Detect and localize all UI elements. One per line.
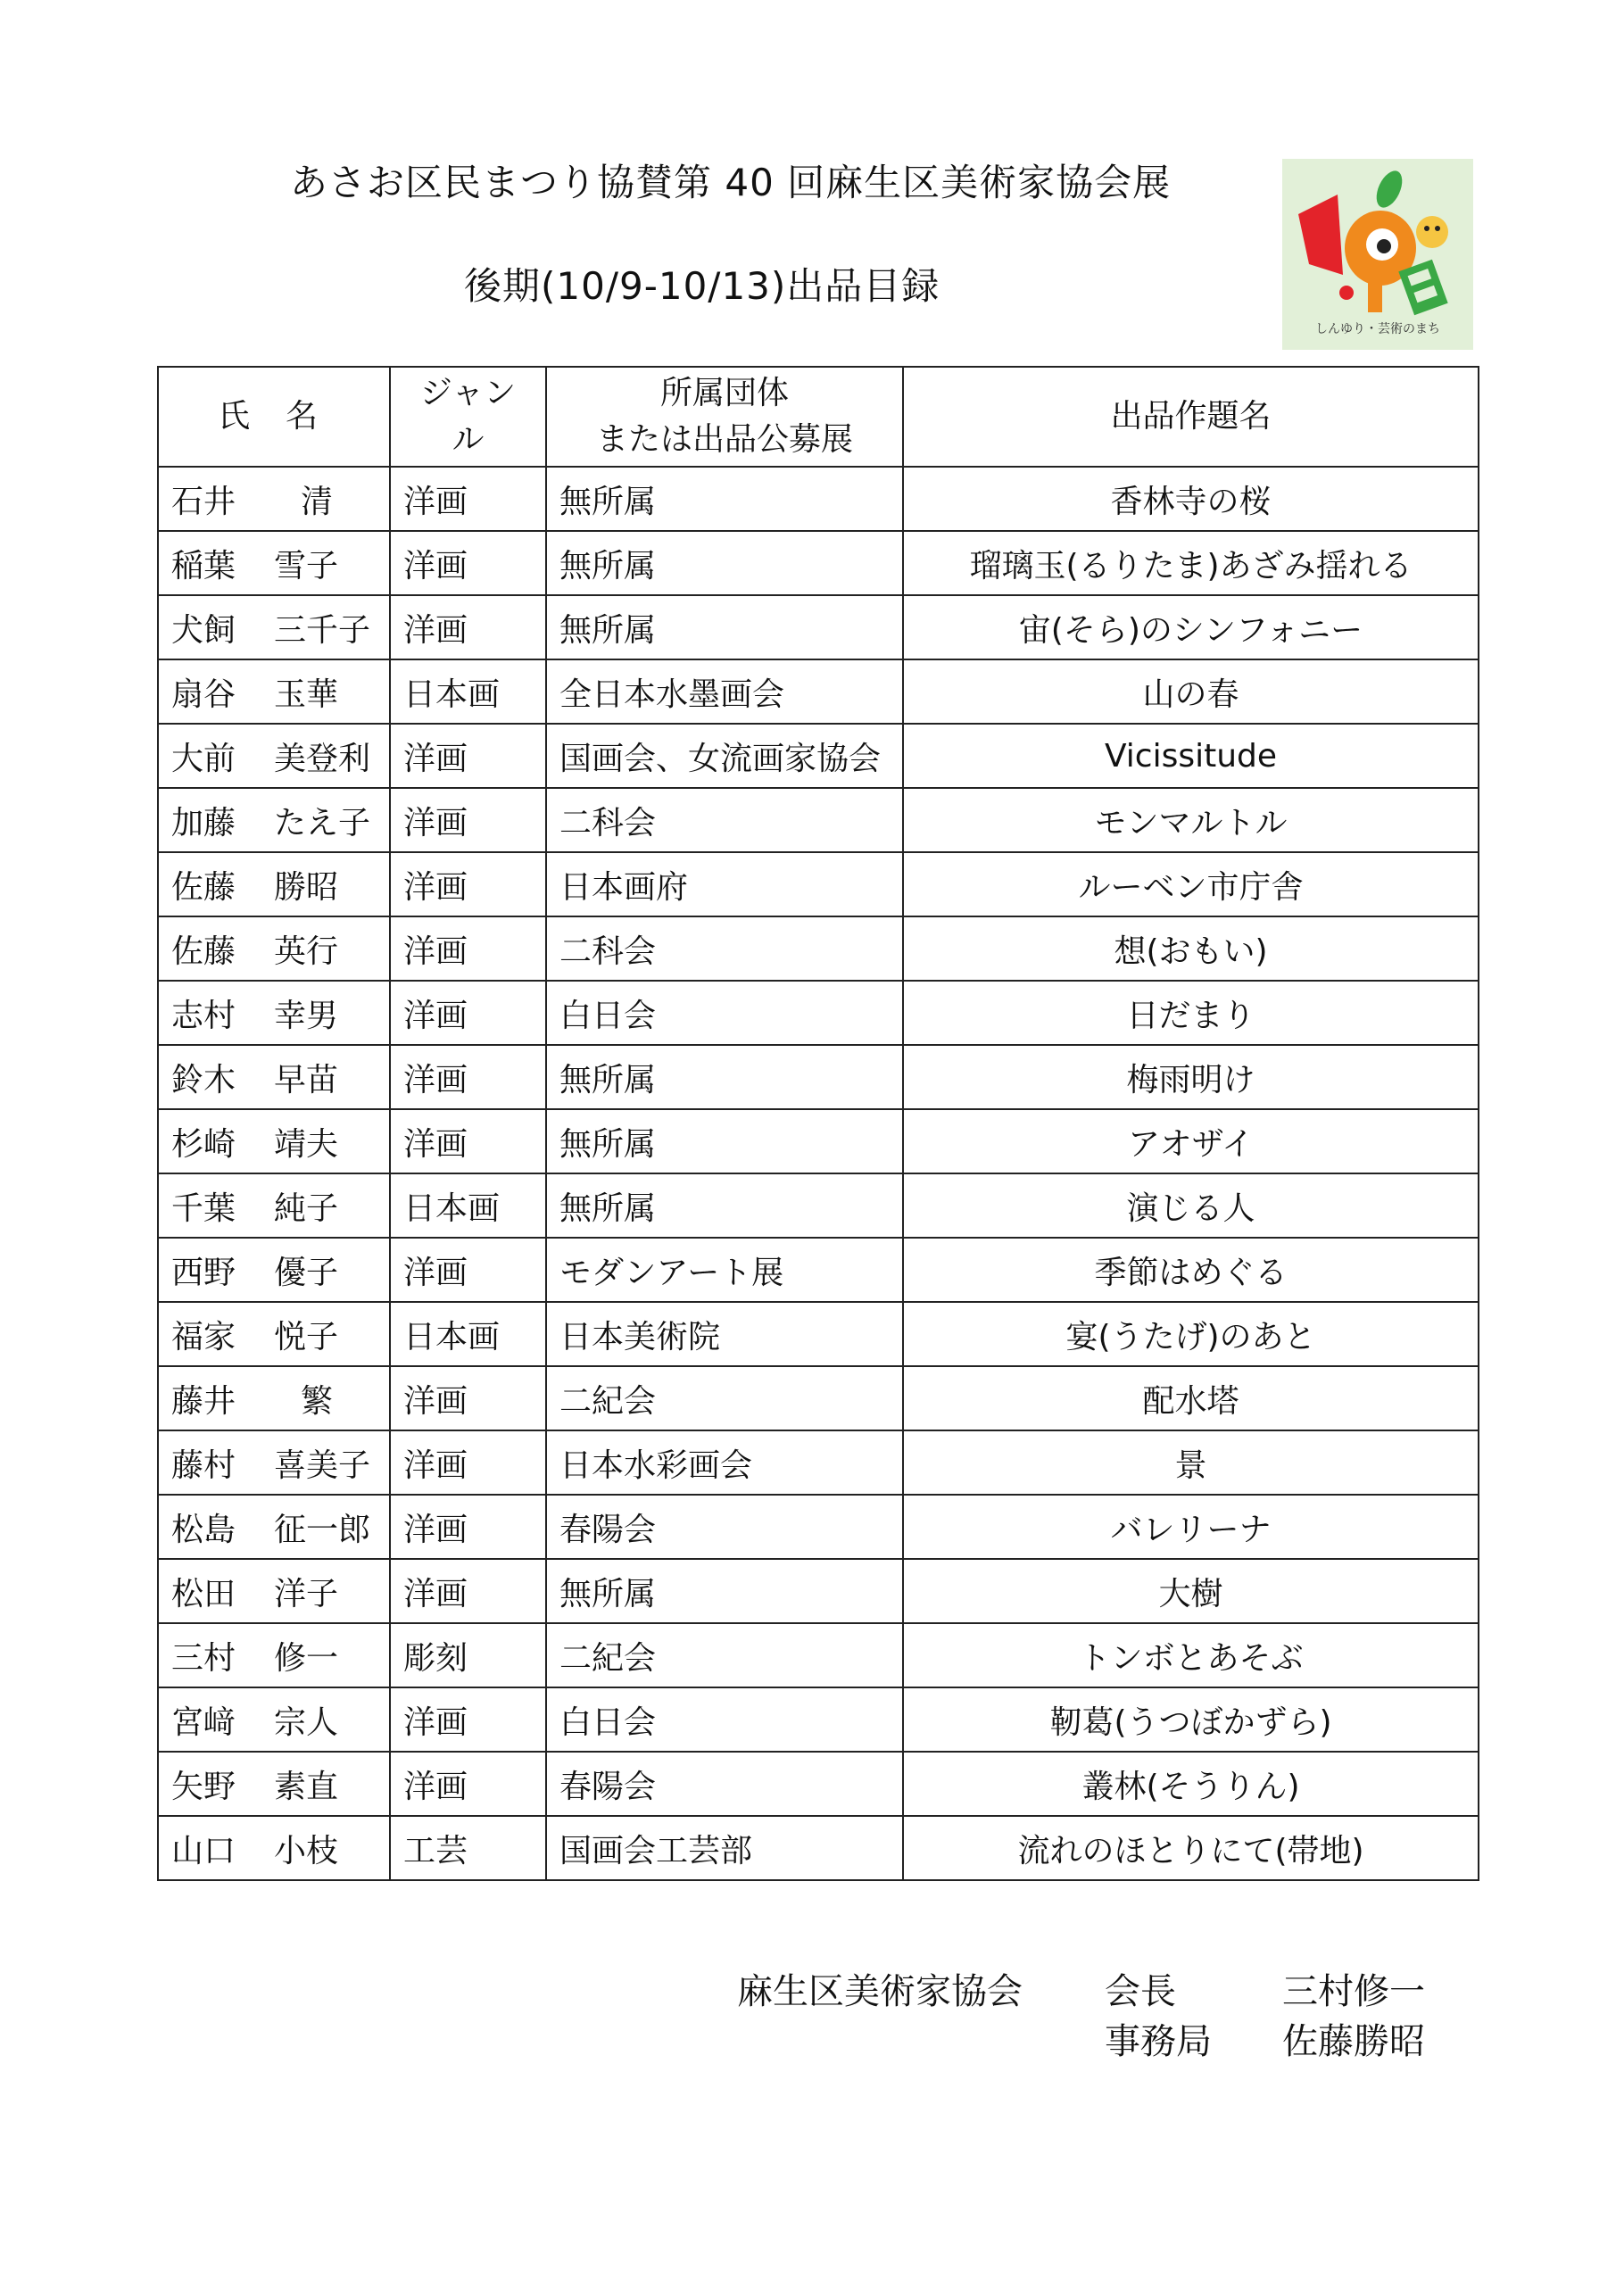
group-cell: 国画会工芸部 (546, 1816, 903, 1880)
artwork-title-cell: 梅雨明け (903, 1045, 1479, 1109)
table-row (158, 1109, 1479, 1173)
artwork-title-cell: 景 (903, 1430, 1479, 1495)
table-row (158, 981, 1479, 1045)
table-row (158, 1173, 1479, 1238)
genre-cell: 洋画 (390, 1366, 546, 1430)
artist-surname: 松田 (171, 1575, 236, 1612)
artist-name-cell (158, 531, 390, 595)
artist-name-cell (158, 595, 390, 659)
genre-cell: 洋画 (390, 1559, 546, 1623)
artist-given-name: 洋子 (274, 1575, 339, 1612)
artist-surname: 扇谷 (171, 676, 236, 713)
artist-given-name: 修一 (274, 1639, 339, 1677)
artist-name-cell (158, 1302, 390, 1366)
genre-cell: 洋画 (390, 852, 546, 916)
artist-name-cell (158, 1623, 390, 1687)
artist-given-name: 靖夫 (274, 1125, 339, 1163)
artwork-title-cell: 宴(うたげ)のあと (903, 1302, 1479, 1366)
footer-role-secretariat: 事務局 (1105, 2021, 1212, 2062)
genre-cell: 彫刻 (390, 1623, 546, 1687)
logo-caption: しんゆり・芸術のまち (1315, 322, 1440, 336)
genre-cell: 洋画 (390, 595, 546, 659)
table-row (158, 1623, 1479, 1687)
genre-cell: 日本画 (390, 1302, 546, 1366)
group-cell: 無所属 (546, 467, 903, 531)
header-group-line1: 所属団体 (659, 375, 789, 411)
artist-name-cell (158, 1173, 390, 1238)
artist-name-cell (158, 1687, 390, 1752)
table-row (158, 467, 1479, 531)
header-name: 氏名 (158, 367, 390, 467)
artist-name-cell (158, 467, 390, 531)
table-row (158, 1302, 1479, 1366)
artwork-title-cell: 宙(そら)のシンフォニー (903, 595, 1479, 659)
table-row (158, 1816, 1479, 1880)
group-cell: 春陽会 (546, 1752, 903, 1816)
footer-organization: 麻生区美術家協会 (737, 1971, 1023, 2012)
artist-surname: 松島 (171, 1511, 236, 1548)
group-cell: 白日会 (546, 1687, 903, 1752)
genre-cell: 洋画 (390, 1430, 546, 1495)
artist-name-cell (158, 1045, 390, 1109)
artist-given-name: 優子 (274, 1254, 339, 1291)
artist-surname: 佐藤 (171, 868, 236, 906)
artist-given-name: 美登利 (274, 740, 371, 777)
artist-surname: 犬飼 (171, 611, 236, 649)
table-row (158, 1430, 1479, 1495)
artist-given-name: たえ子 (274, 804, 371, 841)
artist-surname: 藤村 (171, 1446, 236, 1484)
artist-name-cell (158, 724, 390, 788)
artwork-title-cell: 香林寺の桜 (903, 467, 1479, 531)
artist-name-cell (158, 1430, 390, 1495)
genre-cell: 洋画 (390, 1495, 546, 1559)
page-subtitle: 後期(10/9-10/13)出品目録 (464, 264, 940, 308)
genre-cell: 洋画 (390, 531, 546, 595)
artist-given-name: 幸男 (274, 997, 339, 1034)
table-row (158, 788, 1479, 852)
artwork-title-cell: トンボとあそぶ (903, 1623, 1479, 1687)
artist-surname: 稲葉 (171, 547, 236, 584)
page-title: あさお区民まつり協賛第 40 回麻生区美術家協会展 (290, 161, 1172, 204)
group-cell: 日本画府 (546, 852, 903, 916)
logo (1282, 159, 1473, 350)
artist-given-name: 純子 (274, 1189, 339, 1227)
table-row (158, 1045, 1479, 1109)
artist-surname: 藤井 (171, 1382, 236, 1420)
header-genre (390, 367, 546, 467)
group-cell: 白日会 (546, 981, 903, 1045)
artist-name-cell (158, 852, 390, 916)
artwork-title-cell: 流れのほとりにて(帯地) (903, 1816, 1479, 1880)
catalog-table (157, 366, 1479, 1881)
group-cell: 全日本水墨画会 (546, 659, 903, 724)
artist-given-name: 勝昭 (274, 868, 339, 906)
table-row (158, 1238, 1479, 1302)
artist-surname: 山口 (171, 1832, 236, 1869)
footer-name-chair: 三村修一 (1282, 1971, 1425, 2012)
genre-cell: 洋画 (390, 916, 546, 981)
artist-surname: 福家 (171, 1318, 236, 1355)
table-row (158, 1495, 1479, 1559)
artist-name-cell (158, 1559, 390, 1623)
artist-given-name: 小枝 (274, 1832, 339, 1869)
artwork-title-cell: 配水塔 (903, 1366, 1479, 1430)
artist-surname: 大前 (171, 740, 236, 777)
table-row (158, 724, 1479, 788)
artist-given-name: 悦子 (274, 1318, 339, 1355)
table-row (158, 659, 1479, 724)
artist-name-cell (158, 1366, 390, 1430)
artist-given-name: 素直 (274, 1768, 339, 1805)
genre-cell: 洋画 (390, 1687, 546, 1752)
artist-given-name: 喜美子 (274, 1446, 371, 1484)
header-group (546, 367, 903, 467)
group-cell: 春陽会 (546, 1495, 903, 1559)
artwork-title-cell: 日だまり (903, 981, 1479, 1045)
group-cell: 国画会、女流画家協会 (546, 724, 903, 788)
table-row (158, 531, 1479, 595)
artist-given-name: 宗人 (274, 1703, 339, 1741)
artist-name-cell (158, 916, 390, 981)
genre-cell: 洋画 (390, 788, 546, 852)
artist-given-name: 三千子 (274, 611, 371, 649)
header-group-line2: または出品公募展 (595, 421, 853, 458)
table-row (158, 595, 1479, 659)
artwork-title-cell: 大樹 (903, 1559, 1479, 1623)
genre-cell: 日本画 (390, 1173, 546, 1238)
group-cell: 二科会 (546, 788, 903, 852)
artist-given-name: 早苗 (274, 1061, 339, 1098)
artwork-title-cell: 季節はめぐる (903, 1238, 1479, 1302)
group-cell: 二紀会 (546, 1623, 903, 1687)
artist-name-cell (158, 1752, 390, 1816)
group-cell: 日本美術院 (546, 1302, 903, 1366)
artist-given-name: 英行 (274, 932, 339, 970)
artist-given-name: 雪子 (274, 547, 339, 584)
artist-surname: 千葉 (171, 1189, 236, 1227)
table-row (158, 1752, 1479, 1816)
table-row (158, 1559, 1479, 1623)
footer-role-chair: 会長 (1105, 1971, 1176, 2012)
artist-surname: 三村 (171, 1639, 236, 1677)
artist-surname: 西野 (171, 1254, 236, 1291)
artwork-title-cell: Vicissitude (903, 724, 1479, 788)
artwork-title-cell: バレリーナ (903, 1495, 1479, 1559)
artist-surname: 鈴木 (171, 1061, 236, 1098)
footer-name-secretariat: 佐藤勝昭 (1282, 2021, 1425, 2062)
artwork-title-cell: 靭葛(うつぼかずら) (903, 1687, 1479, 1752)
genre-cell: 洋画 (390, 1109, 546, 1173)
artist-name-cell (158, 1109, 390, 1173)
genre-cell: 洋画 (390, 1238, 546, 1302)
genre-cell: 洋画 (390, 467, 546, 531)
table-row (158, 1366, 1479, 1430)
group-cell: 無所属 (546, 1173, 903, 1238)
artist-surname: 杉崎 (171, 1125, 236, 1163)
artist-name-cell (158, 981, 390, 1045)
artist-name-cell (158, 659, 390, 724)
genre-cell: 日本画 (390, 659, 546, 724)
artist-surname: 宮﨑 (171, 1703, 236, 1741)
artist-name-cell (158, 1495, 390, 1559)
artist-surname: 矢野 (171, 1768, 236, 1805)
artist-given-name: 繁 (301, 1382, 334, 1420)
group-cell: 無所属 (546, 1109, 903, 1173)
artist-given-name: 玉華 (274, 676, 339, 713)
artist-name-cell (158, 788, 390, 852)
artwork-title-cell: モンマルトル (903, 788, 1479, 852)
genre-cell: 工芸 (390, 1816, 546, 1880)
artwork-title-cell: 瑠璃玉(るりたま)あざみ揺れる (903, 531, 1479, 595)
group-cell: 二紀会 (546, 1366, 903, 1430)
artist-given-name: 征一郎 (274, 1511, 371, 1548)
header-title: 出品作題名 (903, 367, 1479, 467)
artwork-title-cell: 演じる人 (903, 1173, 1479, 1238)
artwork-title-cell: ルーベン市庁舎 (903, 852, 1479, 916)
header-genre-label: ジャンル (419, 375, 517, 458)
group-cell: 無所属 (546, 595, 903, 659)
table-row (158, 1687, 1479, 1752)
artist-surname: 石井 (171, 483, 236, 520)
artist-name-cell (158, 1238, 390, 1302)
genre-cell: 洋画 (390, 1752, 546, 1816)
artist-given-name: 清 (301, 483, 334, 520)
artist-surname: 加藤 (171, 804, 236, 841)
artwork-title-cell: 山の春 (903, 659, 1479, 724)
artist-surname: 志村 (171, 997, 236, 1034)
table-row (158, 916, 1479, 981)
artist-surname: 佐藤 (171, 932, 236, 970)
group-cell: 無所属 (546, 1559, 903, 1623)
genre-cell: 洋画 (390, 724, 546, 788)
table-header-row (158, 367, 1479, 467)
group-cell: 二科会 (546, 916, 903, 981)
genre-cell: 洋画 (390, 1045, 546, 1109)
group-cell: 無所属 (546, 1045, 903, 1109)
artwork-title-cell: 想(おもい) (903, 916, 1479, 981)
genre-cell: 洋画 (390, 981, 546, 1045)
artist-name-cell (158, 1816, 390, 1880)
artwork-title-cell: 叢林(そうりん) (903, 1752, 1479, 1816)
group-cell: 無所属 (546, 531, 903, 595)
table-row (158, 852, 1479, 916)
group-cell: モダンアート展 (546, 1238, 903, 1302)
artwork-title-cell: アオザイ (903, 1109, 1479, 1173)
group-cell: 日本水彩画会 (546, 1430, 903, 1495)
